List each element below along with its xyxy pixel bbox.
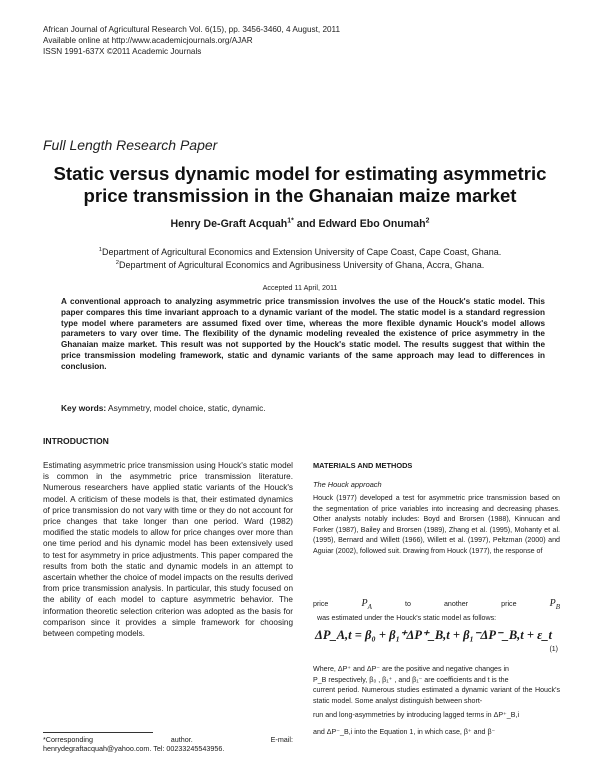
houck-paragraph-2-line-e: and ΔP⁻_B,i into the Equation 1, in which case, β⁺ and β⁻ — [313, 727, 496, 736]
var-pb-sub: B — [555, 603, 560, 611]
houck-subheading: The Houck approach — [313, 480, 382, 489]
houck-paragraph-1b — [313, 599, 560, 623]
affiliation-2-text: Department of Agricultural Economics and Agribusiness University of Ghana, Accra, Ghana. — [119, 259, 485, 270]
var-pa — [361, 598, 371, 609]
journal-citation: African Journal of Agricultural Research Vol. 6(15), pp. 3456-3460, 4 August, 2011 — [43, 25, 341, 34]
affiliation-2-marker: 2 — [115, 259, 120, 266]
text-estimated: was estimated under the Houck's static model as follows: — [313, 613, 497, 622]
author-line — [40, 218, 560, 230]
houck-paragraph-1: Houck (1977) developed a test for asymmetric price transmission based on the segmentation of price variables into increasing and decreasing phases. Other analysts notably includes: Boyd and Brorsen (1988), Kinnucan and Forker (1987), Bailey and Brorsen (1989), Zhang et al. (1995), Mohanty et al. (1995), Bernard and Willett (1966), Willett et al. (1997), Peltzman (2000) and Aguiar (2002), followed suit. Drawing from Houck (1977), the response of — [313, 494, 560, 555]
houck-paragraph-2-line-d: run and long-asymmetries by introducing lagged terms in ΔP⁺_B,i — [313, 711, 520, 720]
var-pa-base: P — [361, 598, 368, 609]
author-1-marker: 1* — [287, 217, 294, 225]
keywords — [61, 403, 266, 413]
paper-type: Full Length Research Paper — [43, 137, 218, 153]
houck-paragraph-2-line-a: Where, ΔP⁺ and ΔP⁻ are the positive and negative changes in — [313, 665, 509, 673]
equation-1-expression: ΔP_A,t = β₀ + β₁⁺ΔP⁺_B,t + β₁⁻ΔP⁻_B,t + ε_t — [315, 628, 552, 642]
accepted-date: Accepted 11 April, 2011 — [262, 283, 338, 292]
keywords-text: Asymmetry, model choice, static, dynamic. — [106, 403, 266, 413]
affiliation-1-marker: 1 — [98, 247, 103, 253]
footnote-line-1 — [43, 735, 293, 744]
author-2-marker: 2 — [425, 217, 430, 225]
paper-title: Static versus dynamic model for estimating asymmetric price transmission in the Ghanaian maize market — [53, 163, 547, 206]
footnote-contact: henrydegraftacquah@yahoo.com. Tel: 00233245543956. — [43, 744, 225, 754]
equation-1-number: (1) — [549, 646, 558, 653]
introduction-heading: INTRODUCTION — [43, 436, 109, 446]
materials-heading: MATERIALS AND METHODS — [313, 461, 413, 470]
footnote-email-label: E-mail: — [270, 735, 293, 744]
affiliation-1 — [40, 246, 560, 259]
affiliation-2 — [40, 259, 560, 272]
footnote-rule — [43, 732, 153, 733]
abstract: A conventional approach to analyzing asymmetric price transmission involves the use of the Houck's static model. This paper compares this time invariant approach to a dynamic variant of the model. The static model is a standard regression type model where parameters are assumed fixed over time, whereas the more flexible dynamic Houck's model allows parameters to vary over time. The flexibility of the dynamic modeling revealed the existence of price asymmetry in the Ghanaian maize market. This result was not supported by the Houck's static model. The results suggest that within the price transmission modeling framework, static and dynamic variants of the same approach may lead to differences in conclusion. — [61, 297, 545, 371]
var-pb — [550, 598, 560, 609]
footnote — [43, 735, 293, 754]
author-2: Edward Ebo Onumah — [318, 218, 426, 230]
text-price: price — [313, 600, 362, 608]
equation-1 — [313, 627, 560, 651]
introduction-body: Estimating asymmetric price transmission using Houck's static model is common in the asymmetric price transmission literature. Numerous researchers have applied static variants of the Houck's model. A criticism of these models is that, their estimated dynamics of price transmission do not vary with time or they do not account for price changes that take longer than one period. Ward (1982) modified the static models to allow for price changes over more than one time period and his dynamic model has been extensively used to test for asymmetry in price adjustments. This paper compared the results from both the static and dynamic models in an attempt to ascertain whether the choice of model impacts on the results derived from price transmission analysis. In particular, this study focused on the ability of each model to capture asymmetric behavior. The information theoretic selection criterion was adopted as the basis for comparison since it provides a simple framework for choosing between competing models. — [43, 461, 293, 639]
affiliations — [40, 246, 560, 271]
keywords-label: Key words: — [61, 403, 107, 413]
journal-availability: Available online at http://www.academicjournals.org/AJAR — [43, 36, 253, 45]
author-1: Henry De-Graft Acquah — [170, 218, 288, 230]
houck-paragraph-2-line-b: P_B respectively, β₀ , β₁⁺ , and β₁⁻ are coefficients and t is the — [313, 675, 509, 684]
var-pa-sub: A — [367, 603, 372, 611]
affiliation-1-text: Department of Agricultural Economics and Extension University of Cape Coast, Cape Coast, Ghana. — [102, 247, 502, 257]
footnote-corresponding: *Corresponding — [43, 735, 93, 744]
journal-header — [43, 24, 340, 57]
var-pb-base: P — [549, 598, 556, 609]
houck-paragraph-2 — [313, 664, 560, 738]
houck-paragraph-2-line-c: current period. Numerous studies estimated a dynamic variant of the Houck's static model. Some analyst distinguish between short- — [313, 686, 560, 705]
journal-issn: ISSN 1991-637X ©2011 Academic Journals — [43, 47, 202, 56]
author-conjunction: and — [293, 218, 319, 230]
footnote-author: author. — [170, 735, 193, 744]
text-another: to another price — [371, 600, 550, 608]
